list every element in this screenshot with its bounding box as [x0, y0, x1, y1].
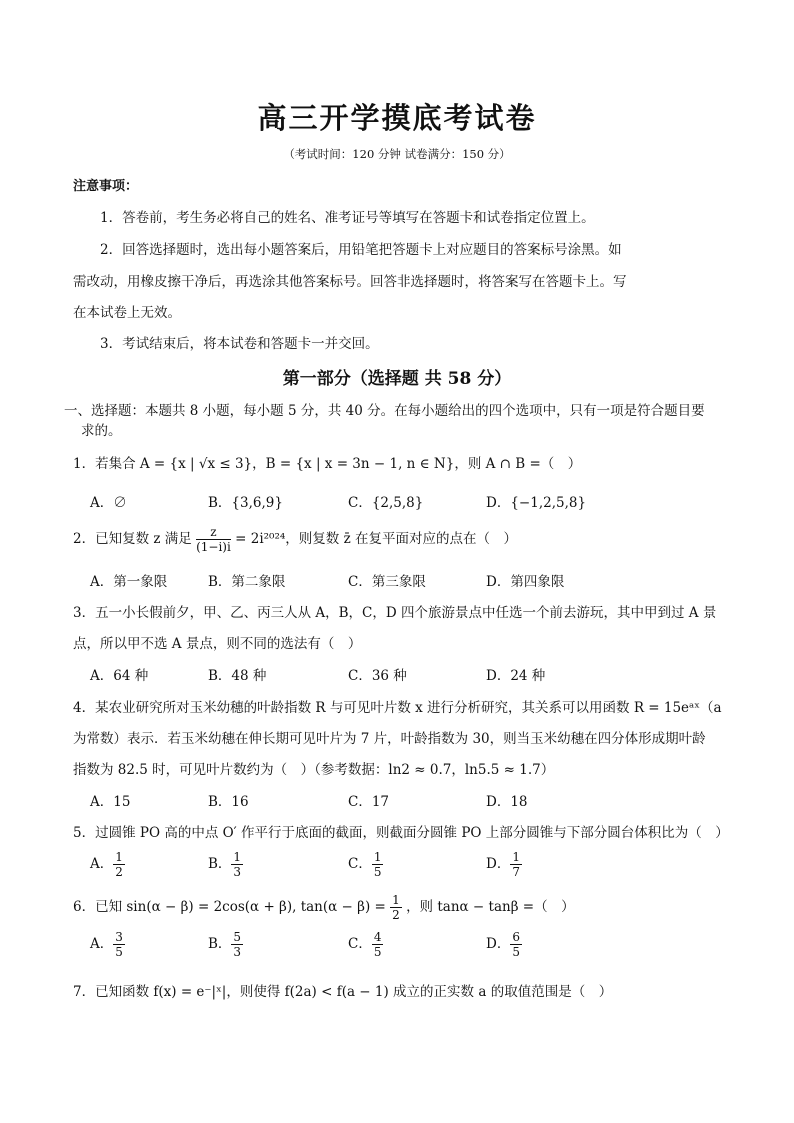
question-6-option-b — [208, 930, 243, 959]
option-label: B． — [208, 936, 232, 952]
question-6-stem-suffix: ，则 tanα − tanβ =（ ） — [406, 899, 575, 915]
question-6-fraction — [390, 893, 402, 922]
fraction-denominator: 3 — [233, 945, 242, 959]
question-2-option-b: B．第二象限 — [208, 574, 286, 590]
question-2-fraction-numerator: z — [196, 525, 231, 540]
question-6-stem — [73, 893, 575, 922]
fraction-numerator: 6 — [512, 930, 520, 944]
question-1-option-a: A．∅ — [90, 495, 127, 511]
question-6-fraction-denominator: 2 — [392, 908, 400, 922]
fraction-denominator: 5 — [512, 945, 520, 959]
fraction-denominator: 5 — [373, 865, 382, 879]
question-4-option-b: B．16 — [208, 794, 249, 810]
option-label: A． — [90, 936, 114, 952]
option-fraction — [113, 930, 125, 959]
question-1-option-b: B．{3,6,9} — [208, 495, 283, 511]
option-fraction — [113, 850, 125, 879]
question-1-options — [90, 491, 710, 517]
question-4-option-a: A．15 — [90, 794, 131, 810]
option-label: C． — [348, 856, 372, 872]
option-fraction — [231, 850, 243, 879]
fraction-numerator: 1 — [512, 850, 520, 864]
question-5-stem: 5．过圆锥 PO 高的中点 O′ 作平行于底面的截面，则截面分圆锥 PO 上部分圆锥与下部分圆台体积比为（ ） — [73, 825, 729, 841]
question-3-option-d: D．24 种 — [486, 668, 546, 684]
notice-item-2-line-2: 需改动，用橡皮擦干净后，再选涂其他答案标号。回答非选择题时，将答案写在答题卡上。写 — [73, 274, 627, 290]
page-title: 高三开学摸底考试卷 — [257, 101, 537, 135]
question-2-stem — [73, 525, 517, 554]
part-one-title: 第一部分（选择题 共 58 分） — [282, 369, 512, 389]
option-fraction — [372, 930, 384, 959]
question-6-stem-prefix: 6．已知 sin(α − β) = 2cos(α + β), tan(α − β) = — [73, 899, 386, 915]
question-6-option-a — [90, 930, 125, 959]
question-1-option-d: D．{−1,2,5,8} — [486, 495, 587, 511]
question-3-options — [90, 664, 710, 690]
fraction-denominator: 5 — [373, 945, 382, 959]
notice-item-2-line-3: 在本试卷上无效。 — [73, 305, 181, 321]
question-4-line-3: 指数为 82.5 时，可见叶片数约为（ ）（参考数据：ln2 ≈ 0.7，ln5.5 ≈ 1.7） — [73, 762, 555, 778]
question-2-option-c: C．第三象限 — [348, 574, 426, 590]
fraction-numerator: 4 — [373, 930, 382, 944]
question-3-option-b: B．48 种 — [208, 668, 267, 684]
question-6-fraction-numerator: 1 — [392, 893, 400, 907]
question-6-option-d — [486, 930, 522, 959]
question-4-options — [90, 790, 710, 816]
option-label: A． — [90, 856, 114, 872]
question-6-option-c — [348, 930, 383, 959]
question-2-option-d: D．第四象限 — [486, 574, 565, 590]
question-2-fraction — [196, 525, 231, 554]
question-4-line-1: 4．某农业研究所对玉米幼穗的叶龄指数 R 与可见叶片数 x 进行分析研究，其关系可以用函数 R = 15eᵃˣ（a — [73, 700, 722, 716]
option-label: B． — [208, 856, 232, 872]
fraction-denominator: 7 — [512, 865, 520, 879]
fraction-numerator: 1 — [373, 850, 382, 864]
notice-item-3: 3．考试结束后，将本试卷和答题卡一并交回。 — [100, 336, 379, 352]
question-3-line-1: 3．五一小长假前夕，甲、乙、丙三人从 A，B，C，D 四个旅游景点中任选一个前去游玩，其中甲到过 A 景 — [73, 605, 717, 621]
option-label: C． — [348, 936, 372, 952]
fraction-numerator: 3 — [115, 930, 123, 944]
question-3-option-a: A．64 种 — [90, 668, 149, 684]
question-2-stem-prefix: 2．已知复数 z 满足 — [73, 531, 192, 547]
question-1-stem: 1．若集合 A = {x | √x ≤ 3}，B = {x | x = 3n − 1, n ∈ N}，则 A ∩ B =（ ） — [73, 456, 582, 472]
question-5-option-c — [348, 850, 383, 879]
fraction-denominator: 2 — [115, 865, 123, 879]
question-2-option-a: A．第一象限 — [90, 574, 168, 590]
question-5-option-b — [208, 850, 243, 879]
question-6-options — [90, 930, 710, 964]
fraction-numerator: 1 — [115, 850, 123, 864]
option-label: D． — [486, 936, 511, 952]
question-2-options — [90, 570, 710, 596]
notice-item-2-line-1: 2．回答选择题时，选出每小题答案后，用铅笔把答题卡上对应题目的答案标号涂黑。如 — [100, 242, 622, 258]
question-3-line-2: 点，所以甲不选 A 景点，则不同的选法有（ ） — [73, 636, 362, 652]
question-4-option-d: D．18 — [486, 794, 528, 810]
question-5-option-d — [486, 850, 522, 879]
question-3-option-c: C．36 种 — [348, 668, 407, 684]
fraction-numerator: 5 — [233, 930, 242, 944]
fraction-denominator: 5 — [115, 945, 123, 959]
question-5-option-a — [90, 850, 125, 879]
question-5-options — [90, 850, 710, 884]
section-instruction-line-1: 一、选择题：本题共 8 小题，每小题 5 分，共 40 分。在每小题给出的四个选项中，只有一项是符合题目要 — [64, 403, 705, 419]
question-4-option-c: C．17 — [348, 794, 390, 810]
fraction-numerator: 1 — [233, 850, 242, 864]
notice-item-1: 1．答卷前，考生务必将自己的姓名、准考证号等填写在答题卡和试卷指定位置上。 — [100, 210, 595, 226]
option-fraction — [231, 930, 243, 959]
question-4-line-2: 为常数）表示．若玉米幼穗在伸长期可见叶片为 7 片，叶龄指数为 30，则当玉米幼穗在四分体形成期叶龄 — [73, 731, 706, 747]
notice-heading: 注意事项： — [73, 179, 139, 194]
section-instruction-line-2: 求的。 — [81, 423, 122, 439]
question-7-stem: 7．已知函数 f(x) = e⁻|ˣ|，则使得 f(2a) < f(a − 1) 成立的正实数 a 的取值范围是（ ） — [73, 984, 613, 1000]
option-label: D． — [486, 856, 511, 872]
fraction-denominator: 3 — [233, 865, 242, 879]
option-fraction — [510, 850, 522, 879]
exam-time-note: （考试时间：120 分钟 试卷满分：150 分） — [283, 147, 511, 161]
question-2-fraction-denominator: (1−i)i — [196, 540, 231, 554]
option-fraction — [372, 850, 384, 879]
question-2-stem-suffix: = 2i²⁰²⁴，则复数 z̄ 在复平面对应的点在（ ） — [235, 531, 517, 547]
question-1-option-c: C．{2,5,8} — [348, 495, 424, 511]
option-fraction — [510, 930, 522, 959]
